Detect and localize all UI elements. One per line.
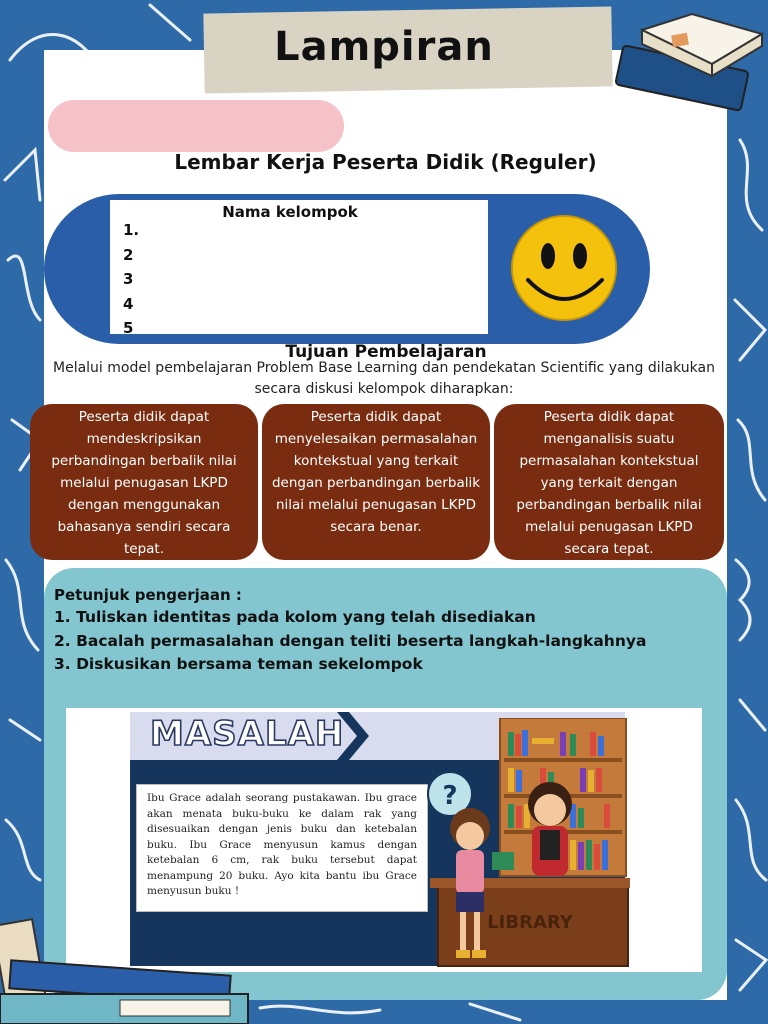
worksheet-subtitle: Lembar Kerja Peserta Didik (Reguler) — [174, 150, 597, 174]
goal-card: Peserta didik dapat menganalisis suatu permasalahan kontekstual yang terkait dengan perbandingan berbalik nilai melalui penugasan LKPD secara tepat. — [494, 404, 724, 560]
member-slot[interactable]: 4 — [123, 294, 134, 313]
instruction-step: 1. Tuliskan identitas pada kolom yang telah disediakan — [54, 608, 536, 626]
problem-banner-label: MASALAH — [150, 714, 345, 754]
decorative-strip — [48, 100, 344, 152]
member-slot[interactable]: 2 — [123, 245, 134, 264]
question-mark: ? — [442, 781, 458, 811]
goals-intro: Melalui model pembelajaran Problem Base Learning dan pendekatan Scientific yang dilakukan secara diskusi kelompok diharapkan: — [53, 360, 715, 397]
book-icon — [612, 0, 768, 112]
books-stack-icon — [0, 912, 250, 1024]
instructions-title: Petunjuk pengerjaan : — [54, 586, 242, 604]
member-slot[interactable]: 1. — [123, 221, 140, 239]
member-slot[interactable]: 5 — [123, 319, 134, 337]
goals-title: Tujuan Pembelajaran — [285, 342, 487, 362]
group-member-list — [123, 218, 139, 341]
smiley-icon — [508, 214, 622, 324]
goal-card: Peserta didik dapat mendeskripsikan perbandingan berbalik nilai melalui penugasan LKPD dengan menggunakan bahasanya sendiri secara tepat. — [30, 404, 258, 560]
library-sign: LIBRARY — [487, 912, 573, 933]
member-slot[interactable]: 3 — [123, 270, 134, 288]
goal-card: Peserta didik dapat menyelesaikan permasalahan kontekstual yang terkait dengan perbandingan berbalik nilai melalui penugasan LKPD secara benar. — [262, 404, 490, 560]
instructions-list — [54, 606, 646, 677]
group-heading: Nama kelompok — [222, 203, 358, 221]
problem-text: Ibu Grace adalah seorang pustakawan. Ibu grace akan menata buku-buku ke dalam rak yang disesuaikan dengan jenis buku dan ketebalan buku. Ibu Grace menyusun kamus dengan ketebalan 6 cm, rak buku tersebut dapat menampung 20 buku. Ayo kita bantu ibu Grace menyusun buku ! — [136, 784, 428, 912]
instruction-step: 2. Bacalah permasalahan dengan teliti beserta langkah-langkahnya — [54, 631, 647, 650]
page-title: Lampiran — [274, 24, 494, 70]
instruction-step: 3. Diskusikan bersama teman sekelompok — [54, 655, 423, 673]
library-illustration — [420, 718, 630, 970]
